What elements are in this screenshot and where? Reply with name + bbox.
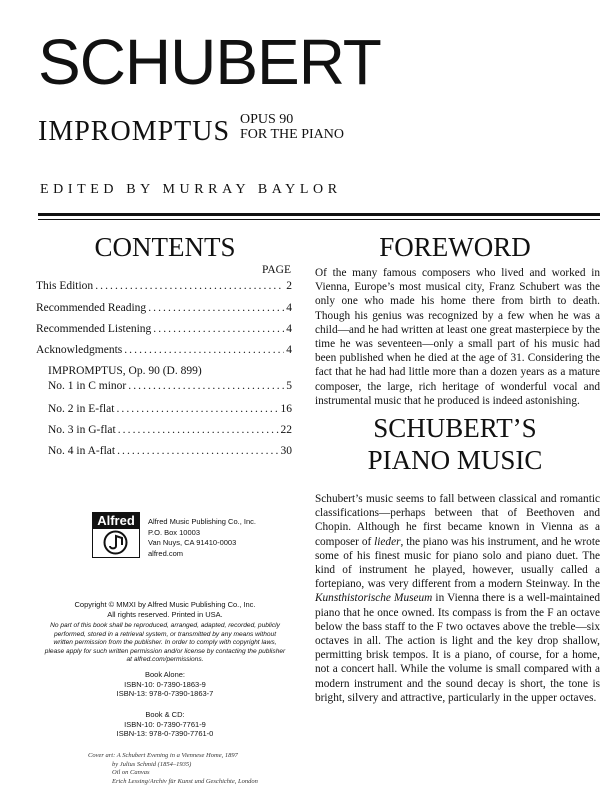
instrument-line: FOR THE PIANO [240, 127, 344, 142]
isbn-10: ISBN-10: 0-7390-1863-9 [124, 679, 206, 689]
alfred-logo [92, 512, 140, 558]
music-note-icon [93, 529, 138, 556]
section-heading-line: PIANO MUSIC [367, 445, 543, 475]
toc-entry-label: Recommended Listening [36, 323, 152, 335]
cover-art-line: Cover art: A Schubert Evening in a Viennese Home, 1897 [88, 752, 238, 759]
isbn-book-alone [40, 670, 290, 699]
toc-piece-page: 30 [280, 445, 292, 457]
section-heading-line: SCHUBERT’S [373, 413, 537, 443]
header-rule-thick [38, 213, 600, 216]
toc-piece-label: No. 3 in G-flat [48, 424, 116, 436]
copyright-line: Copyright © MMXI by Alfred Music Publishing Co., Inc. [74, 600, 256, 609]
foreword-text: Of the many famous composers who lived and worked in Vienna, Europe’s most musical city, Franz Schubert was the only one who made his home there from birth to death. Though his genius was recognized by a few when he was a child—and he had written at least one great masterpiece by the time he was seventeen—only a small part of his music had been published when he died at the age of 31. Considering the fact that he had had little more than a dozen years as a mature composer, the large, rich heritage of wonderful vocal and instrumental music that he produced is indeed astonishing. [315, 267, 600, 407]
toc-entry [36, 279, 292, 293]
page-column-header: PAGE [262, 264, 291, 276]
toc-entry-label: Recommended Reading [36, 302, 147, 314]
body-text: , the piano was his instrument, and he wrote some of his finest music for piano solo and piano duet. The kind of instrument he played, however, usually called a fortepiano, was very different from a modern Steinway. In the [315, 535, 600, 591]
toc-piece [48, 402, 292, 416]
contents-title: CONTENTS [94, 232, 236, 262]
toc-piece [48, 379, 292, 393]
publisher-name: Alfred Music Publishing Co., Inc. [148, 517, 256, 526]
isbn-heading: Book Alone: [144, 670, 186, 679]
cover-art-line: Erich Lessing/Archiv für Kunst und Geschichte, London [112, 777, 258, 785]
section-heading [310, 412, 600, 476]
italic-term: Kunsthistorische Museum [315, 592, 433, 605]
toc-piece [48, 444, 292, 458]
publisher-city: Van Nuys, CA 91410-0003 [148, 538, 237, 547]
toc-piece-page: 22 [280, 424, 292, 436]
toc-entry-page: 4 [286, 323, 292, 335]
toc-entry [36, 301, 292, 315]
foreword-title: FOREWORD [379, 232, 531, 262]
toc-piece-label: No. 4 in A-flat [48, 445, 116, 457]
toc-piece-label: No. 1 in C minor [48, 380, 127, 392]
toc-group-heading: IMPROMPTUS, Op. 90 (D. 899) [48, 365, 202, 377]
opus-block [240, 112, 344, 142]
toc-entry-page: 4 [286, 302, 292, 314]
isbn-heading: Book & CD: [145, 710, 185, 719]
rights-line: All rights reserved. Printed in USA. [107, 609, 223, 619]
copyright-notice [40, 600, 290, 619]
italic-term: lieder [374, 535, 401, 548]
header-rule-thin [38, 219, 600, 220]
cover-art-line: by Julius Schmid (1854–1935) [112, 760, 192, 768]
piano-music-text [315, 492, 600, 705]
toc-entry-label: Acknowledgments [36, 344, 123, 356]
toc-entry [36, 343, 292, 357]
body-text: Schubert’s music seems to fall between classical and romantic classifications—perhaps between that of Beethoven and Chopin. Although he first became known in Vienna as a composer of [315, 493, 600, 548]
isbn-10: ISBN-10: 0-7390-7761-9 [124, 719, 206, 729]
publisher-website: alfred.com [148, 548, 184, 558]
alfred-logo-wordmark: Alfred [93, 513, 139, 529]
isbn-13: ISBN-13: 978-0-7390-1863-7 [116, 689, 214, 699]
editor-credit: EDITED BY MURRAY BAYLOR [40, 182, 342, 197]
toc-entry-label: This Edition [36, 280, 94, 292]
work-title: IMPROMPTUS [38, 116, 231, 147]
isbn-13: ISBN-13: 978-0-7390-7761-0 [116, 729, 214, 739]
cover-art-line: Oil on Canvas [112, 769, 150, 776]
opus-number: OPUS 90 [240, 112, 294, 127]
toc-piece-page: 16 [280, 403, 292, 415]
toc-entry-page: 4 [286, 344, 292, 356]
publisher-address [148, 517, 256, 559]
publisher-po-box: P.O. Box 10003 [148, 527, 200, 537]
legal-notice: No part of this book shall be reproduced, arranged, adapted, recorded, publicly performed, stored in a retrieval system, or transmitted by any means without written permission from the publisher. In order to comply with copyright laws, please apply for such written permission and/or license by contacting the publisher at alfred.com/permissions. [44, 622, 286, 664]
cover-art-credit [88, 752, 258, 786]
composer-name: SCHUBERT [38, 26, 381, 98]
isbn-book-cd [40, 710, 290, 739]
toc-piece-page: 5 [286, 380, 292, 392]
toc-piece-label: No. 2 in E-flat [48, 403, 115, 415]
toc-entry-page: 2 [286, 280, 292, 292]
body-text: in Vienna there is a well-maintained piano that he once owned. Its compass is from the F an octave below the bass staff to the F two octaves above the treble—six octaves in all. The action is light and the key drop shallow, permitting brisk tempos. It is a piano, of course, for a home, not a concert hall. While the volume is small compared with a modern instrument and the sound decay is short, the tone is bright, silvery and attractive, particularly in the upper octaves. [315, 592, 600, 704]
toc-entry [36, 322, 292, 336]
toc-piece [48, 423, 292, 437]
